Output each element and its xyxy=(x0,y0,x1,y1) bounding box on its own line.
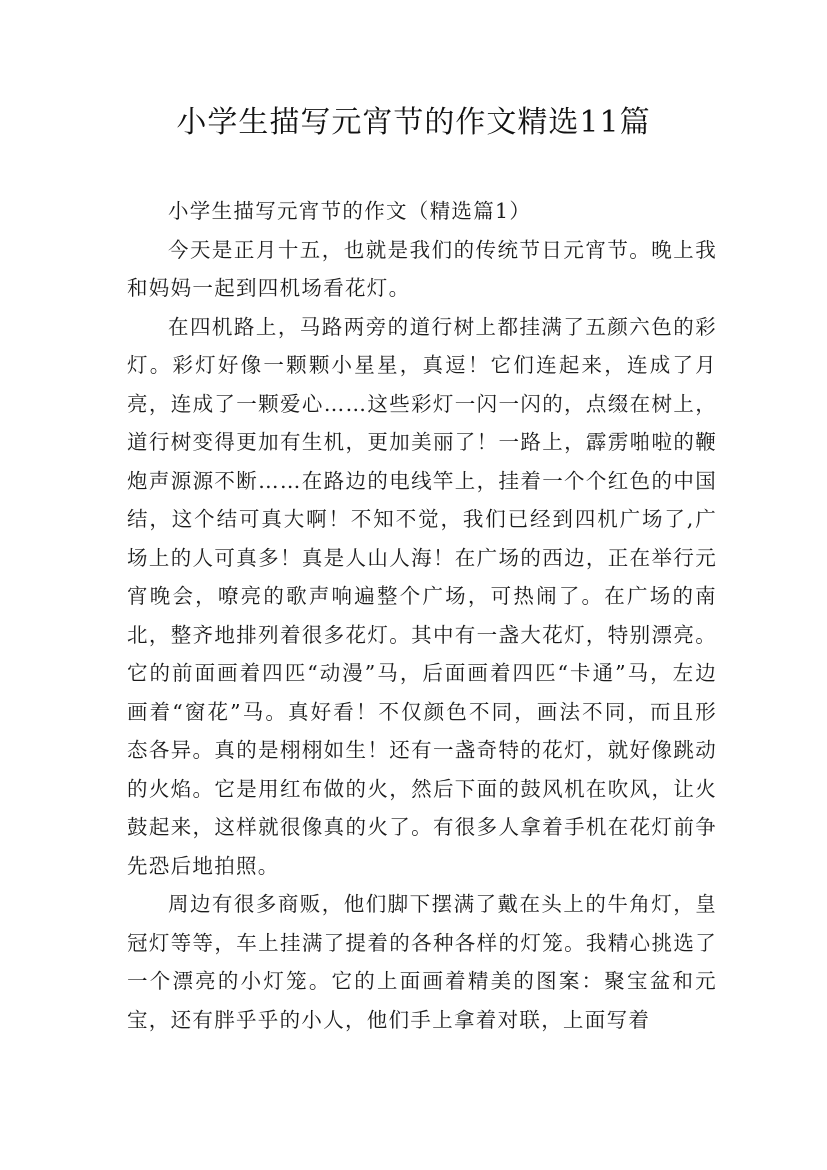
document-title: 小学生描写元宵节的作文精选11篇 xyxy=(176,105,651,140)
document-body xyxy=(127,192,717,1039)
section-heading: 小学生描写元宵节的作文（精选篇1） xyxy=(168,199,532,223)
paragraph-3: 周边有很多商贩，他们脚下摆满了戴在头上的牛角灯，皇冠灯等等，车上挂满了提着的各种各样的灯笼。我精心挑选了一个漂亮的小灯笼。它的上面画着精美的图案：聚宝盆和元宝，还有胖乎乎的小人，他们手上拿着对联，上面写着 xyxy=(127,892,717,1032)
paragraph-2: 在四机路上，马路两旁的道行树上都挂满了五颜六色的彩灯。彩灯好像一颗颗小星星，真逗！它们连起来，连成了月亮，连成了一颗爱心……这些彩灯一闪一闪的，点缀在树上，道行树变得更加有生机，更加美丽了！一路上，霹雳啪啦的鞭炮声源源不断……在路边的电线竿上，挂着一个个红色的中国结，这个结可真大啊！不知不觉，我们已经到四机广场了,广场上的人可真多！真是人山人海！在广场的西边，正在举行元宵晚会，嘹亮的歌声响遍整个广场，可热闹了。在广场的南北，整齐地排列着很多花灯。其中有一盏大花灯，特别漂亮。它的前面画着四匹“动漫”马，后面画着四匹“卡通”马，左边画着“窗花”马。真好看！不仅颜色不同，画法不同，而且形态各异。真的是栩栩如生！还有一盏奇特的花灯，就好像跳动的火焰。它是用红布做的火，然后下面的鼓风机在吹风，让火鼓起来，这样就很像真的火了。有很多人拿着手机在花灯前争先恐后地拍照。 xyxy=(127,314,717,878)
paragraph-1: 今天是正月十五，也就是我们的传统节日元宵节。晚上我和妈妈一起到四机场看花灯。 xyxy=(127,237,717,300)
